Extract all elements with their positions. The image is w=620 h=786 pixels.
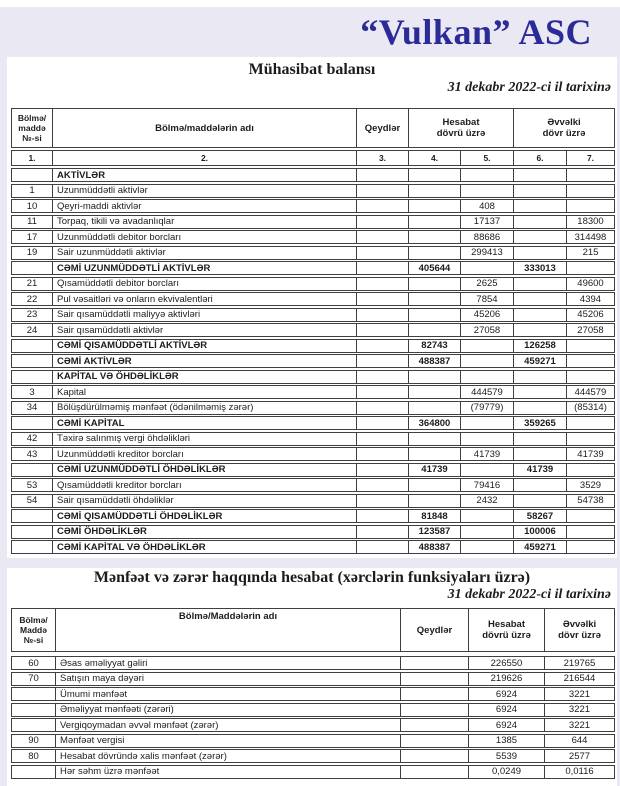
cell-c5: 408 [460, 200, 513, 212]
cell-no: 21 [26, 278, 38, 289]
cell-c5: 41739 [460, 448, 513, 460]
balance-row [11, 447, 615, 461]
cell-c6: 459271 [513, 541, 566, 553]
cell-c6 [513, 293, 566, 305]
cell-no: 53 [26, 479, 38, 491]
cell-c6 [513, 324, 566, 336]
cell-name: AKTİVLƏR [52, 169, 356, 181]
cell-q [356, 200, 408, 212]
header-section-name: Bölmə/maddələrin adı [52, 109, 356, 147]
cell-prev: 3221 [544, 688, 614, 700]
cell-q [356, 216, 408, 228]
cell-c4 [408, 309, 460, 321]
income-statement-table [11, 608, 615, 780]
pl-row [11, 687, 615, 701]
cell-c5: 444579 [460, 386, 513, 398]
cell-c4 [408, 479, 460, 491]
cell-q [356, 386, 408, 398]
cell-q [356, 185, 408, 197]
balance-row [11, 199, 615, 213]
cell-c4 [408, 216, 460, 228]
cell-c7 [566, 185, 614, 197]
header-section-number: Bölmə/ maddə №-si [17, 113, 47, 143]
cell-name: Vergiqoymadan əvvəl mənfəət (zərər) [55, 719, 400, 731]
cell-q [356, 293, 408, 305]
index-2: 2. [52, 151, 356, 165]
balance-index-row [11, 150, 615, 166]
cell-c7: 18300 [566, 216, 614, 228]
cell-c6 [513, 216, 566, 228]
cell-c6: 359265 [513, 417, 566, 429]
cell-c6 [513, 185, 566, 197]
balance-row [11, 463, 615, 477]
cell-q [400, 688, 468, 700]
cell-name: Sair qısamüddətli aktivlər [52, 324, 356, 336]
cell-prev: 3221 [544, 719, 614, 731]
cell-c6: 41739 [513, 464, 566, 476]
header-notes: Qeydlər [400, 609, 468, 651]
cell-name: Sair qısamüddətli maliyyə aktivləri [52, 309, 356, 321]
pl-row [11, 749, 615, 763]
cell-c4 [408, 386, 460, 398]
cell-q [356, 278, 408, 290]
cell-c6 [513, 495, 566, 507]
cell-c4 [408, 293, 460, 305]
cell-q [356, 324, 408, 336]
cell-c4 [408, 448, 460, 460]
cell-c6 [513, 309, 566, 321]
balance-row [11, 215, 615, 229]
cell-c5: 17137 [460, 216, 513, 228]
cell-cur: 226550 [468, 657, 544, 669]
header-current-period: Hesabat dövrü üzrə [408, 109, 513, 147]
cell-name: CƏMİ AKTİVLƏR [52, 355, 356, 367]
cell-no: 22 [26, 293, 38, 305]
cell-name: Hər səhm üzrə mənfəət [55, 766, 400, 778]
cell-c5 [460, 185, 513, 197]
income-statement-title: Mənfəət və zərər haqqında hesabat (xərclərin funksiyaları üzrə) [93, 569, 531, 586]
cell-no: 17 [26, 231, 38, 243]
index-6: 6. [513, 151, 566, 165]
cell-no [12, 262, 52, 274]
cell-c7 [566, 200, 614, 212]
cell-name: Sair uzunmüddətli aktivlər [52, 247, 356, 259]
cell-c5 [460, 433, 513, 445]
cell-c4 [408, 278, 460, 290]
cell-c7: 444579 [566, 386, 614, 398]
cell-no: 3 [29, 386, 35, 398]
cell-prev: 2577 [544, 750, 614, 762]
pl-row [11, 656, 615, 670]
cell-cur: 6924 [468, 719, 544, 731]
cell-c7: 49600 [566, 278, 614, 290]
cell-cur: 0,0249 [468, 766, 544, 778]
cell-c7 [566, 169, 614, 181]
cell-c5 [460, 510, 513, 522]
header-section-name: Bölmə/Maddələrin adı [55, 609, 400, 651]
cell-no [12, 340, 52, 352]
cell-c5 [460, 541, 513, 553]
cell-c7 [566, 340, 614, 352]
cell-no [12, 371, 52, 383]
cell-c4 [408, 247, 460, 259]
cell-name: CƏMİ QISAMÜDDƏTLİ AKTİVLƏR [52, 340, 356, 352]
cell-cur: 6924 [468, 688, 544, 700]
cell-q [356, 231, 408, 243]
cell-c5 [460, 464, 513, 476]
cell-c6: 100006 [513, 526, 566, 538]
cell-c4: 123587 [408, 526, 460, 538]
pl-row [11, 718, 615, 732]
cell-c5: 299413 [460, 247, 513, 259]
cell-c7: 45206 [566, 309, 614, 321]
cell-q [356, 510, 408, 522]
cell-q [356, 495, 408, 507]
cell-no: 23 [26, 309, 38, 320]
cell-c5 [460, 417, 513, 429]
cell-c4 [408, 371, 460, 383]
cell-no [12, 541, 52, 553]
cell-no [12, 464, 52, 476]
cell-c5: 27058 [460, 324, 513, 336]
cell-c5 [460, 169, 513, 181]
balance-row [11, 370, 615, 384]
cell-no [12, 704, 55, 716]
balance-row [11, 385, 615, 399]
cell-c7 [566, 510, 614, 522]
cell-q [356, 309, 408, 321]
header-previous-period: Əvvəlki dövr üzrə [544, 609, 614, 651]
cell-q [356, 433, 408, 445]
pl-header-row [11, 608, 615, 652]
balance-row [11, 478, 615, 492]
cell-c7: 27058 [566, 324, 614, 336]
cell-c5: 88686 [460, 231, 513, 243]
balance-row [11, 168, 615, 182]
cell-c5 [460, 262, 513, 274]
cell-cur: 6924 [468, 704, 544, 716]
cell-c6 [513, 247, 566, 259]
cell-c5: 2625 [460, 278, 513, 290]
balance-row [11, 339, 615, 353]
cell-no: 10 [26, 200, 38, 212]
pl-table-body [11, 656, 615, 779]
cell-no [12, 355, 52, 367]
balance-row [11, 509, 615, 523]
header-previous-period: Əvvəlki dövr üzrə [513, 109, 614, 147]
cell-c5 [460, 371, 513, 383]
cell-c7: 54738 [566, 495, 614, 507]
cell-c7: 3529 [566, 479, 614, 491]
cell-name: Pul vəsaitləri və onların ekvivalentləri [52, 293, 356, 305]
cell-no: 90 [28, 735, 39, 746]
cell-c6 [513, 371, 566, 383]
cell-c7 [566, 371, 614, 383]
cell-name: CƏMİ QISAMÜDDƏTLİ ÖHDƏLİKLƏR [52, 510, 356, 522]
cell-name: Ümumi mənfəət [55, 688, 400, 700]
cell-c6 [513, 278, 566, 290]
cell-name: Qeyri-maddi aktivlər [52, 200, 356, 212]
cell-c7 [566, 355, 614, 367]
cell-c5 [460, 526, 513, 538]
balance-row [11, 525, 615, 539]
cell-name: Uzunmüddətli kreditor borcları [52, 448, 356, 460]
cell-c5: (79779) [460, 402, 513, 414]
cell-q [400, 673, 468, 685]
cell-c6 [513, 479, 566, 491]
cell-no: 42 [26, 433, 38, 444]
cell-q [356, 402, 408, 414]
balance-row [11, 432, 615, 446]
balance-row [11, 261, 615, 275]
index-1: 1. [28, 153, 36, 163]
balance-row [11, 277, 615, 291]
cell-q [356, 464, 408, 476]
cell-c6 [513, 448, 566, 460]
cell-c7: 314498 [566, 231, 614, 243]
cell-c7: (85314) [566, 402, 614, 414]
pl-row [11, 703, 615, 717]
cell-c5: 45206 [460, 309, 513, 321]
cell-c7 [566, 526, 614, 538]
cell-c6: 58267 [513, 510, 566, 522]
cell-name: Təxirə salınmış vergi öhdəlikləri [52, 433, 356, 445]
pl-row [11, 734, 615, 748]
cell-c4 [408, 185, 460, 197]
cell-name: Torpaq, tikili və avadanlıqlar [52, 216, 356, 228]
cell-name: KAPİTAL VƏ ÖHDƏLİKLƏR [52, 371, 356, 383]
balance-sheet-table [11, 108, 615, 556]
cell-no: 34 [26, 402, 38, 413]
cell-q [356, 448, 408, 460]
cell-q [356, 526, 408, 538]
cell-no: 1 [29, 185, 35, 196]
cell-no: 11 [27, 216, 37, 227]
cell-c6 [513, 386, 566, 398]
cell-c4: 81848 [408, 510, 460, 522]
cell-no: 43 [26, 448, 38, 460]
cell-no: 70 [28, 673, 39, 684]
cell-c4 [408, 324, 460, 336]
balance-header-row [11, 108, 615, 148]
cell-c5: 79416 [460, 479, 513, 491]
cell-prev: 644 [544, 735, 614, 747]
cell-q [400, 750, 468, 762]
cell-no [12, 766, 55, 778]
balance-row [11, 354, 615, 368]
top-margin-strip [0, 0, 620, 7]
cell-no: 19 [26, 247, 38, 258]
cell-name: Kapital [52, 386, 356, 398]
index-5: 5. [460, 151, 513, 165]
cell-q [356, 417, 408, 429]
cell-no [12, 719, 55, 731]
cell-q [400, 657, 468, 669]
cell-c4: 488387 [408, 355, 460, 367]
income-statement-date: 31 dekabr 2022-ci il tarixinə [447, 587, 611, 602]
cell-name: Əməliyyat mənfəəti (zərəri) [55, 704, 400, 716]
cell-prev: 3221 [544, 704, 614, 716]
cell-c4 [408, 231, 460, 243]
cell-c7 [566, 417, 614, 429]
cell-no [12, 526, 52, 538]
cell-no: 24 [26, 324, 38, 336]
cell-prev: 219765 [544, 657, 614, 669]
cell-c6: 459271 [513, 355, 566, 367]
index-4: 4. [408, 151, 460, 165]
cell-no: 54 [26, 495, 38, 506]
cell-name: Bölüşdürülməmiş mənfəət (ödənilməmiş zərər) [52, 402, 356, 414]
cell-name: Mənfəət vergisi [55, 735, 400, 747]
cell-c4 [408, 495, 460, 507]
balance-row [11, 323, 615, 337]
balance-row [11, 292, 615, 306]
cell-c4: 488387 [408, 541, 460, 553]
balance-sheet-date: 31 dekabr 2022-ci il tarixinə [447, 80, 611, 95]
cell-q [400, 719, 468, 731]
cell-name: CƏMİ UZUNMÜDDƏTLİ AKTİVLƏR [52, 262, 356, 274]
cell-q [356, 371, 408, 383]
cell-c5: 2432 [460, 495, 513, 507]
cell-c5 [460, 355, 513, 367]
cell-name: Hesabat dövründə xalis mənfəət (zərər) [55, 750, 400, 762]
cell-c6: 333013 [513, 262, 566, 274]
cell-cur: 1385 [468, 735, 544, 747]
balance-table-body [11, 168, 615, 554]
cell-name: Əsas əməliyyat gəliri [55, 657, 400, 669]
cell-c6 [513, 402, 566, 414]
cell-q [356, 262, 408, 274]
cell-c4: 41739 [408, 464, 460, 476]
cell-c7 [566, 541, 614, 553]
cell-c4 [408, 200, 460, 212]
cell-no [12, 688, 55, 700]
header-notes: Qeydlər [356, 109, 408, 147]
pl-row [11, 765, 615, 779]
balance-row [11, 246, 615, 260]
cell-q [356, 247, 408, 259]
cell-q [356, 355, 408, 367]
cell-name: CƏMİ KAPİTAL VƏ ÖHDƏLİKLƏR [52, 541, 356, 553]
cell-no [12, 510, 52, 522]
cell-c4: 405644 [408, 262, 460, 274]
cell-prev: 0,0116 [544, 766, 614, 778]
cell-cur: 5539 [468, 750, 544, 762]
balance-sheet-title: Mühasibat balansı [248, 61, 376, 78]
balance-sheet-panel [7, 57, 617, 558]
cell-c7: 215 [566, 247, 614, 259]
balance-row [11, 540, 615, 554]
cell-c4 [408, 433, 460, 445]
cell-q [356, 479, 408, 491]
cell-c4 [408, 402, 460, 414]
cell-c7: 4394 [566, 293, 614, 305]
cell-c4: 82743 [408, 340, 460, 352]
cell-q [400, 735, 468, 747]
balance-row [11, 401, 615, 415]
cell-c6 [513, 433, 566, 445]
cell-q [400, 704, 468, 716]
cell-c7 [566, 464, 614, 476]
cell-no [12, 169, 52, 181]
cell-no: 80 [28, 750, 39, 762]
cell-name: CƏMİ KAPİTAL [52, 417, 356, 429]
cell-c6 [513, 231, 566, 243]
pl-row [11, 672, 615, 686]
cell-c5: 7854 [460, 293, 513, 305]
cell-no: 60 [28, 657, 39, 669]
company-title: “Vulkan” ASC [360, 12, 592, 52]
cell-name: Qısamüddətli debitor borcları [52, 278, 356, 290]
header-current-period: Hesabat dövrü üzrə [468, 609, 544, 651]
cell-name: Satışın maya dəyəri [55, 673, 400, 685]
cell-q [400, 766, 468, 778]
cell-prev: 216544 [544, 673, 614, 685]
cell-q [356, 340, 408, 352]
cell-cur: 219626 [468, 673, 544, 685]
header-section-number: Bölmə/ Maddə №-si [19, 615, 48, 645]
cell-c6 [513, 200, 566, 212]
cell-c7: 41739 [566, 448, 614, 460]
balance-row [11, 416, 615, 430]
cell-c4 [408, 169, 460, 181]
cell-name: Sair qısamüddətli öhdəliklər [52, 495, 356, 507]
balance-row [11, 494, 615, 508]
balance-row [11, 184, 615, 198]
cell-c4: 364800 [408, 417, 460, 429]
cell-name: Uzunmüddətli aktivlər [52, 185, 356, 197]
cell-q [356, 541, 408, 553]
cell-c7 [566, 433, 614, 445]
balance-row [11, 230, 615, 244]
cell-q [356, 169, 408, 181]
cell-c5 [460, 340, 513, 352]
cell-c6: 126258 [513, 340, 566, 352]
balance-row [11, 308, 615, 322]
income-statement-panel [7, 568, 617, 786]
index-3: 3. [356, 151, 408, 165]
cell-name: CƏMİ UZUNMÜDDƏTLİ ÖHDƏLİKLƏR [52, 464, 356, 476]
cell-c6 [513, 169, 566, 181]
cell-no [12, 417, 52, 429]
cell-name: Qısamüddətli kreditor borcları [52, 479, 356, 491]
index-7: 7. [566, 151, 614, 165]
cell-c7 [566, 262, 614, 274]
cell-name: CƏMİ ÖHDƏLİKLƏR [52, 526, 356, 538]
cell-name: Uzunmüddətli debitor borcları [52, 231, 356, 243]
